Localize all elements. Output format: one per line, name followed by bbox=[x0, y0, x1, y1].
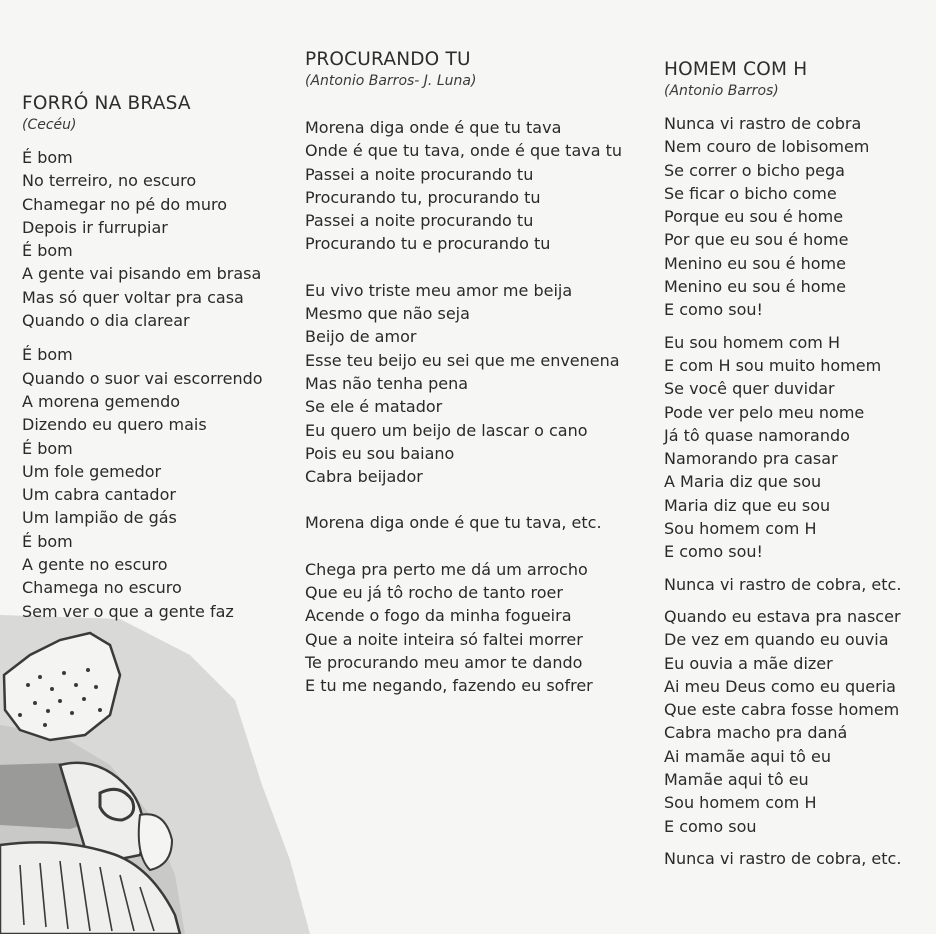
lyric-line: Já tô quase namorando bbox=[664, 425, 850, 445]
lyric-line: Se correr o bicho pega bbox=[664, 160, 845, 180]
lyric-line: Cabra beijador bbox=[305, 467, 423, 487]
song-author: (Antonio Barros- J. Luna) bbox=[305, 73, 477, 89]
lyric-line: Nunca vi rastro de cobra, etc. bbox=[664, 848, 902, 868]
song-author: (Cecéu) bbox=[22, 117, 77, 133]
lyric-line: E como sou bbox=[664, 816, 757, 836]
stanza bbox=[305, 558, 625, 698]
stanza bbox=[305, 511, 625, 534]
stanza bbox=[664, 112, 929, 322]
lyric-line: A gente vai pisando em brasa bbox=[22, 264, 262, 284]
lyric-line: Nunca vi rastro de cobra bbox=[664, 114, 862, 133]
lyric-line: Morena diga onde é que tu tava, etc. bbox=[305, 513, 602, 533]
lyric-line: Passei a noite procurando tu bbox=[305, 164, 534, 184]
lyric-line: Procurando tu e procurando tu bbox=[305, 234, 551, 254]
lyric-line: Quando o suor vai escorrendo bbox=[22, 368, 263, 388]
lyric-line: É bom bbox=[22, 345, 73, 365]
lyric-line: A gente no escuro bbox=[22, 555, 168, 575]
song-homem-com-h bbox=[664, 58, 929, 879]
lyric-line: Sou homem com H bbox=[664, 519, 817, 539]
song-procurando-tu bbox=[305, 48, 625, 721]
lyric-line: Que eu já tô rocho de tanto roer bbox=[305, 583, 563, 603]
stanza bbox=[664, 573, 929, 596]
lyric-line: A morena gemendo bbox=[22, 391, 181, 411]
lyric-line: E tu me negando, fazendo eu sofrer bbox=[305, 676, 593, 696]
song-title: HOMEM COM H bbox=[664, 59, 808, 80]
song-forro-na-brasa bbox=[22, 92, 297, 634]
lyric-line: Pode ver pelo meu nome bbox=[664, 402, 865, 422]
lyric-line: Nunca vi rastro de cobra, etc. bbox=[664, 574, 902, 594]
lyric-line: De vez em quando eu ouvia bbox=[664, 630, 889, 650]
lyric-line: Esse teu beijo eu sei que me envenena bbox=[305, 350, 620, 370]
lyric-line: Passei a noite procurando tu bbox=[305, 211, 534, 231]
lyric-line: Se ele é matador bbox=[305, 397, 443, 417]
stanza bbox=[22, 146, 297, 332]
lyric-line: Menino eu sou é home bbox=[664, 253, 846, 273]
stanza bbox=[305, 116, 625, 256]
lyric-line: Porque eu sou é home bbox=[664, 207, 844, 227]
lyric-line: Mamãe aqui tô eu bbox=[664, 770, 809, 790]
lyric-line: Menino eu sou é home bbox=[664, 277, 846, 297]
lyric-line: Procurando tu, procurando tu bbox=[305, 187, 541, 207]
lyric-line: Que a noite inteira só faltei morrer bbox=[305, 629, 583, 649]
lyric-line: Acende o fogo da minha fogueira bbox=[305, 606, 572, 626]
lyric-line: Por que eu sou é home bbox=[664, 230, 849, 250]
lyric-line: Quando o dia clarear bbox=[22, 311, 190, 331]
lyric-line: A Maria diz que sou bbox=[664, 472, 822, 492]
lyric-line: Que este cabra fosse homem bbox=[664, 700, 900, 720]
stanza bbox=[664, 847, 929, 870]
lyric-line: Ai mamãe aqui tô eu bbox=[664, 746, 831, 766]
lyric-line: É bom bbox=[22, 241, 73, 261]
lyric-line: E como sou! bbox=[664, 542, 763, 562]
lyric-line: Sou homem com H bbox=[664, 793, 817, 813]
lyric-line: Se ficar o bicho come bbox=[664, 183, 837, 203]
lyric-line: Mas não tenha pena bbox=[305, 373, 469, 393]
lyric-line: Eu vivo triste meu amor me beija bbox=[305, 280, 573, 300]
lyric-line: E com H sou muito homem bbox=[664, 355, 882, 375]
lyric-line: Cabra macho pra daná bbox=[664, 723, 848, 743]
stanza bbox=[305, 279, 625, 489]
lyric-line: Um cabra cantador bbox=[22, 485, 176, 505]
song-author: (Antonio Barros) bbox=[664, 83, 779, 99]
lyric-line: Onde é que tu tava, onde é que tava tu bbox=[305, 141, 623, 161]
lyric-line: Nem couro de lobisomem bbox=[664, 137, 870, 157]
lyric-line: Um fole gemedor bbox=[22, 461, 162, 481]
lyric-line: Maria diz que eu sou bbox=[664, 495, 831, 515]
lyric-line: Morena diga onde é que tu tava bbox=[305, 118, 562, 137]
lyric-line: Sem ver o que a gente faz bbox=[22, 601, 234, 621]
lyric-line: Namorando pra casar bbox=[664, 449, 838, 469]
song-title: FORRÓ NA BRASA bbox=[22, 93, 191, 114]
lyric-line: Chamega no escuro bbox=[22, 578, 182, 598]
lyric-line: No terreiro, no escuro bbox=[22, 171, 197, 191]
lyric-line: E como sou! bbox=[664, 300, 763, 320]
lyric-line: Quando eu estava pra nascer bbox=[664, 606, 901, 626]
lyric-line: Ai meu Deus como eu queria bbox=[664, 676, 896, 696]
lyric-line: É bom bbox=[22, 438, 73, 458]
lyric-line: Eu quero um beijo de lascar o cano bbox=[305, 420, 588, 440]
lyric-line: Chamegar no pé do muro bbox=[22, 194, 228, 214]
lyric-line: Se você quer duvidar bbox=[664, 379, 835, 399]
stanza bbox=[22, 343, 297, 623]
stanza bbox=[664, 605, 929, 838]
song-title: PROCURANDO TU bbox=[305, 49, 471, 70]
lyric-line: Eu ouvia a mãe dizer bbox=[664, 653, 833, 673]
lyric-line: Mesmo que não seja bbox=[305, 304, 470, 324]
lyric-line: Eu sou homem com H bbox=[664, 332, 841, 352]
lyric-line: É bom bbox=[22, 148, 73, 167]
stanza bbox=[664, 331, 929, 564]
lyric-line: Um lampião de gás bbox=[22, 508, 177, 528]
lyric-line: Te procurando meu amor te dando bbox=[305, 652, 583, 672]
lyric-line: Beijo de amor bbox=[305, 327, 417, 347]
lyric-line: Pois eu sou baiano bbox=[305, 443, 455, 463]
lyric-line: Dizendo eu quero mais bbox=[22, 415, 207, 435]
lyric-line: Chega pra perto me dá um arrocho bbox=[305, 559, 588, 579]
lyric-line: Mas só quer voltar pra casa bbox=[22, 287, 244, 307]
lyric-line: Depois ir furrupiar bbox=[22, 217, 168, 237]
illustration-man-with-hat bbox=[0, 615, 310, 934]
lyric-line: É bom bbox=[22, 531, 73, 551]
